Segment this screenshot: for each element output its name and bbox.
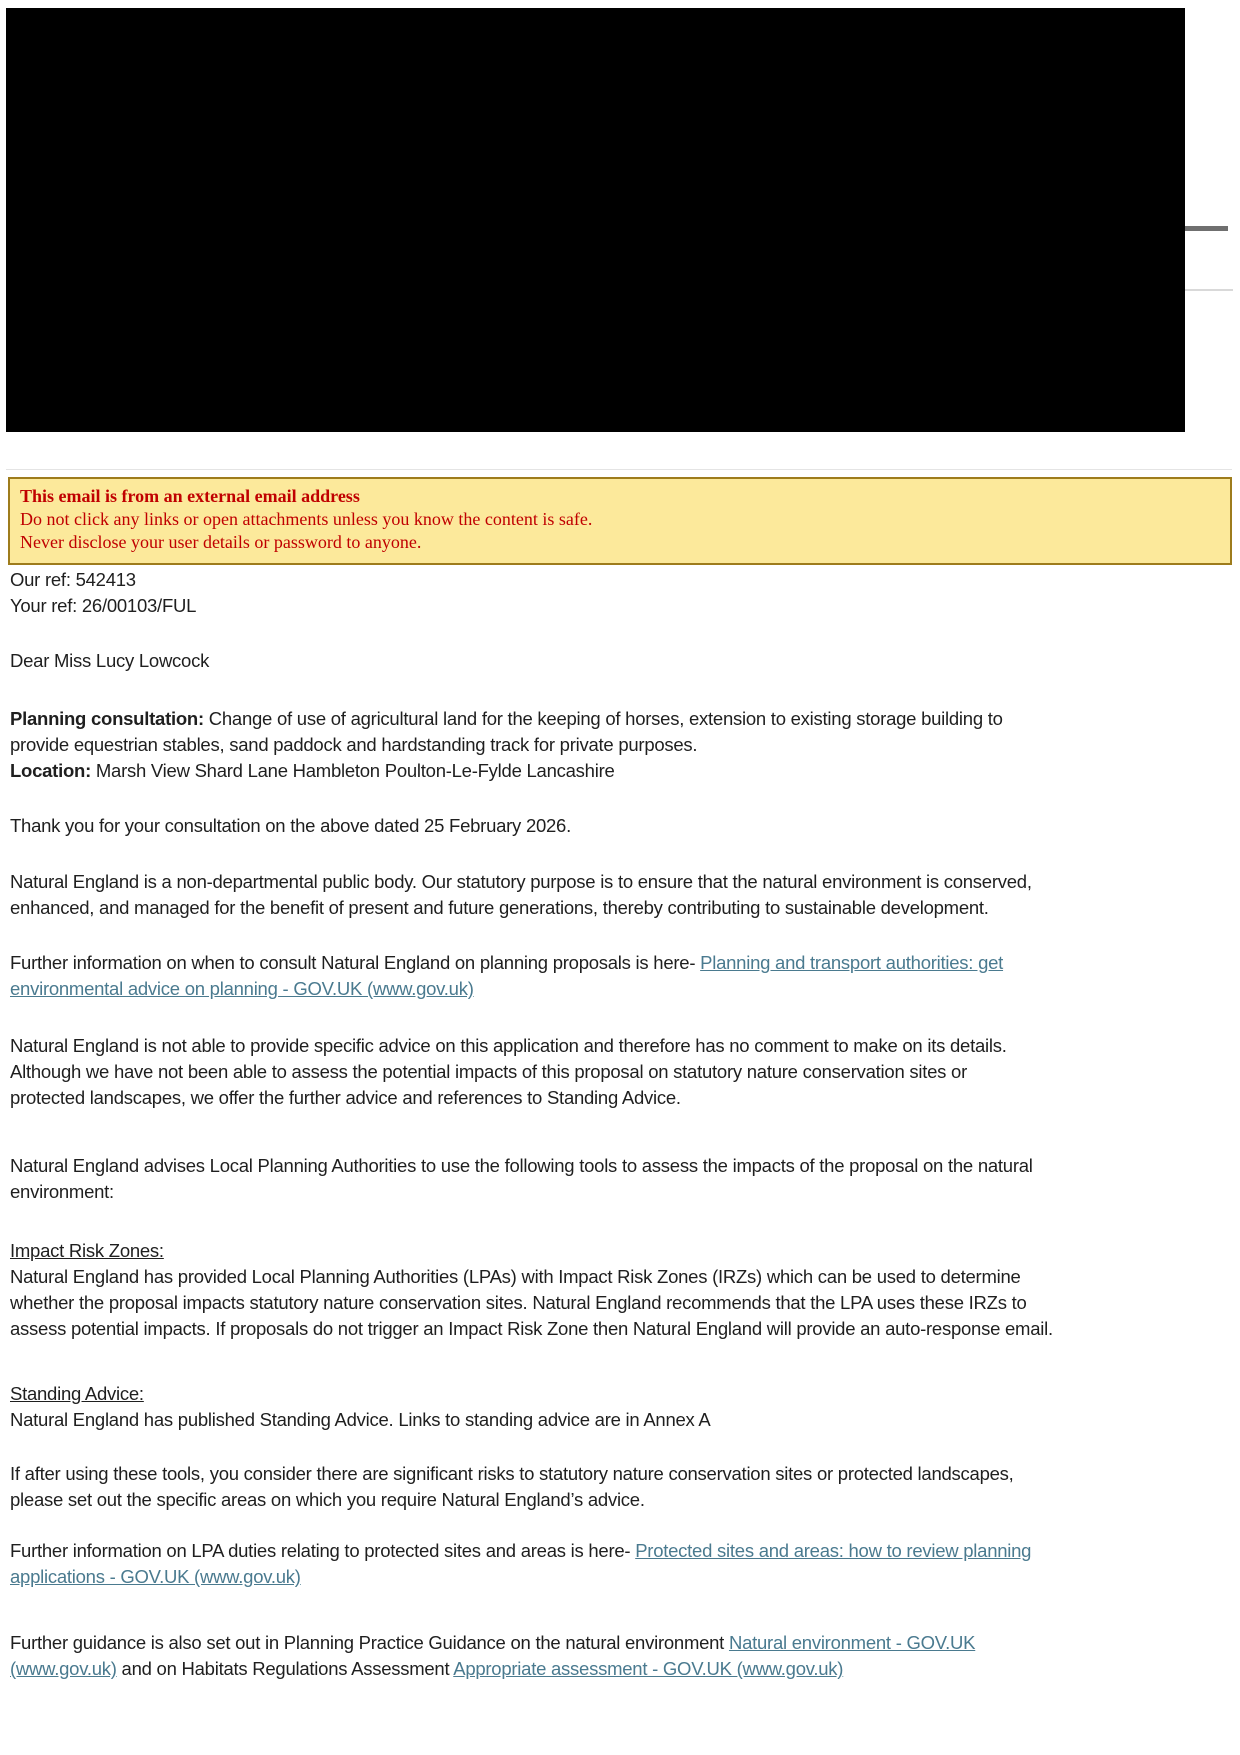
- paragraph: [10, 1033, 1007, 1111]
- text-segment: Planning consultation:: [10, 708, 204, 729]
- body-line: [10, 869, 1032, 895]
- text-segment: whether the proposal impacts statutory nature conservation sites. Natural England recommends that the LPA uses these IRZs to: [10, 1292, 1027, 1313]
- text-segment: provide equestrian stables, sand paddock and hardstanding track for private purposes.: [10, 734, 698, 755]
- text-segment: Our ref: 542413: [10, 569, 136, 590]
- body-line: [10, 758, 1003, 784]
- paragraph: [10, 1538, 1031, 1590]
- body-line: [10, 567, 196, 593]
- section-heading: Impact Risk Zones:: [10, 1240, 164, 1261]
- section-heading: Standing Advice:: [10, 1383, 144, 1404]
- text-segment: Natural England has published Standing Advice. Links to standing advice are in Annex A: [10, 1409, 711, 1430]
- body-line: [10, 732, 1003, 758]
- paragraph: [10, 1381, 711, 1433]
- body-line: [10, 648, 209, 674]
- warning-line-3: Never disclose your user details or password to anyone.: [20, 532, 422, 552]
- text-segment: Location:: [10, 760, 91, 781]
- hyperlink[interactable]: Appropriate assessment - GOV.UK (www.gov.uk): [453, 1658, 844, 1679]
- text-segment: assess potential impacts. If proposals do not trigger an Impact Risk Zone then Natural England will provide an auto-response email.: [10, 1318, 1053, 1339]
- paragraph: [10, 1153, 1033, 1205]
- hyperlink[interactable]: applications - GOV.UK (www.gov.uk): [10, 1566, 301, 1587]
- text-segment: If after using these tools, you consider there are significant risks to statutory nature conservation sites or protected landscapes,: [10, 1463, 1014, 1484]
- text-segment: Change of use of agricultural land for the keeping of horses, extension to existing storage building to: [203, 708, 1003, 729]
- text-segment: Further information on when to consult Natural England on planning proposals is here-: [10, 952, 701, 973]
- text-segment: Natural England has provided Local Planning Authorities (LPAs) with Impact Risk Zones (IRZs) which can be used to determine: [10, 1266, 1021, 1287]
- body-line: [10, 1153, 1033, 1179]
- hyperlink[interactable]: Protected sites and areas: how to review planning: [635, 1540, 1032, 1561]
- text-segment: Natural England is a non-departmental public body. Our statutory purpose is to ensure that the natural environment is conserved,: [10, 871, 1032, 892]
- paragraph: [10, 1630, 975, 1682]
- text-segment: Further guidance is also set out in Planning Practice Guidance on the natural environment: [10, 1632, 729, 1653]
- text-segment: protected landscapes, we offer the further advice and references to Standing Advice.: [10, 1087, 681, 1108]
- text-segment: Dear Miss Lucy Lowcock: [10, 650, 210, 671]
- body-line: [10, 1656, 975, 1682]
- body-line: [10, 1316, 1053, 1342]
- body-line: [10, 895, 1032, 921]
- text-segment: enhanced, and managed for the benefit of present and future generations, thereby contributing to sustainable development.: [10, 897, 989, 918]
- body-line: [10, 1461, 1014, 1487]
- text-segment: environment:: [10, 1181, 114, 1202]
- body-line: [10, 593, 196, 619]
- text-segment: Natural England is not able to provide specific advice on this application and therefore has no comment to make on its details.: [10, 1035, 1007, 1056]
- body-line: [10, 950, 1003, 976]
- hyperlink[interactable]: Planning and transport authorities: get: [700, 952, 1004, 973]
- text-segment: Your ref: 26/00103/FUL: [10, 595, 197, 616]
- body-line: [10, 1487, 1014, 1513]
- warning-line-2: Do not click any links or open attachments unless you know the content is safe.: [20, 509, 593, 529]
- hyperlink[interactable]: environmental advice on planning - GOV.UK (www.gov.uk): [10, 978, 474, 999]
- light-line-right: [1185, 289, 1233, 291]
- body-line: [10, 813, 571, 839]
- hyperlink[interactable]: (www.gov.uk): [10, 1658, 117, 1679]
- body-line: [10, 1538, 1031, 1564]
- body-line: [10, 1407, 711, 1433]
- paragraph: [10, 648, 209, 674]
- text-segment: Further information on LPA duties relating to protected sites and areas is here-: [10, 1540, 636, 1561]
- body-line: [10, 1630, 975, 1656]
- paragraph: [10, 1461, 1014, 1513]
- paragraph: [10, 869, 1032, 921]
- gray-line-right: [1185, 226, 1228, 231]
- paragraph: [10, 706, 1003, 784]
- paragraph: [10, 567, 196, 619]
- header-divider-line: [6, 469, 1232, 470]
- body-line: [10, 1085, 1007, 1111]
- body-line: [10, 1238, 1053, 1264]
- body-line: [10, 1381, 711, 1407]
- body-line: [10, 706, 1003, 732]
- text-segment: Although we have not been able to assess the potential impacts of this proposal on statutory nature conservation sites or: [10, 1061, 968, 1082]
- redaction-block: [6, 8, 1185, 432]
- external-email-warning-banner: [8, 477, 1232, 565]
- paragraph: [10, 813, 571, 839]
- text-segment: please set out the specific areas on which you require Natural England’s advice.: [10, 1489, 645, 1510]
- body-line: [10, 1033, 1007, 1059]
- body-line: [10, 1059, 1007, 1085]
- text-segment: Thank you for your consultation on the above dated 25 February 2026.: [10, 815, 571, 836]
- warning-line-1: This email is from an external email address: [20, 486, 360, 506]
- body-line: [10, 1290, 1053, 1316]
- paragraph: [10, 950, 1003, 1002]
- hyperlink[interactable]: Natural environment - GOV.UK: [728, 1632, 976, 1653]
- text-segment: Natural England advises Local Planning Authorities to use the following tools to assess the impacts of the proposal on the natural: [10, 1155, 1033, 1176]
- body-line: [10, 976, 1003, 1002]
- text-segment: Marsh View Shard Lane Hambleton Poulton-Le-Fylde Lancashire: [91, 760, 615, 781]
- body-line: [10, 1564, 1031, 1590]
- paragraph: [10, 1238, 1053, 1342]
- text-segment: and on Habitats Regulations Assessment: [116, 1658, 454, 1679]
- body-line: [10, 1264, 1053, 1290]
- body-line: [10, 1179, 1033, 1205]
